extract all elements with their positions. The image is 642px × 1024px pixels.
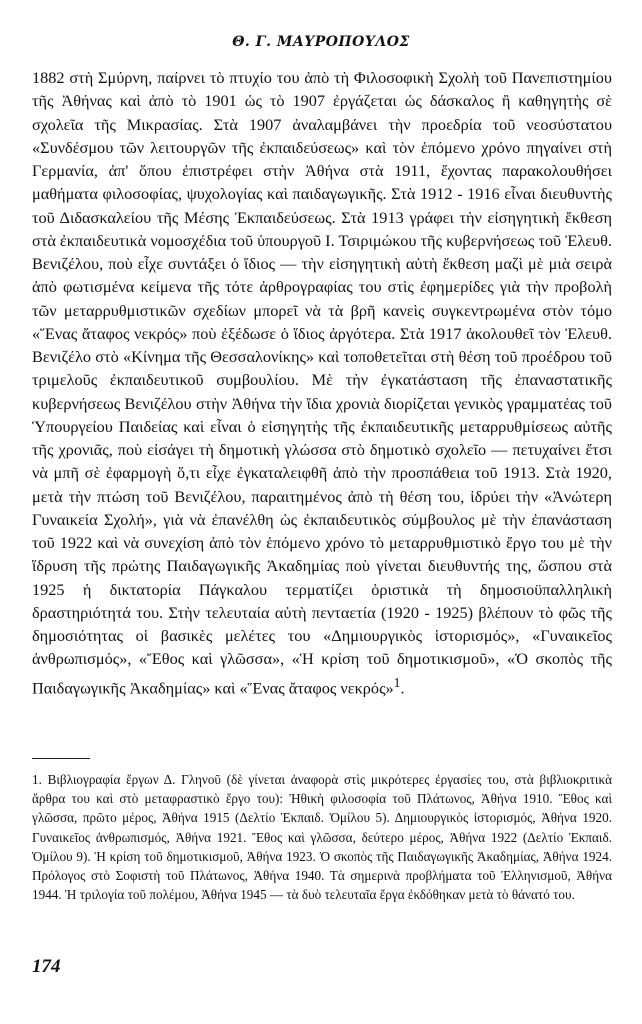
page-number: 174 bbox=[32, 956, 61, 977]
body-paragraph-text: 1882 στὴ Σμύρνη, παίρνει τὸ πτυχίο του ἀπὸ τὴ Φιλοσοφικὴ Σχολὴ τοῦ Πανεπιστημίου τῆς Ἀθήνας καὶ ἀπὸ τὸ 1901 ὡς τὸ 1907 ἐργάζεται ὡς δάσκαλος ἢ καθηγητὴς σὲ σχολεῖα τῆς Μικρασίας. Στὰ 1907 ἀναλαμβάνει τὴν προεδρία τοῦ νεοσύστατου «Συνδέσμου τῶν λειτουργῶν τῆς ἐκπαιδεύσεως» καὶ τὸν ἑπόμενο χρόνο πηγαίνει στὴ Γερμανία, ἀπ' ὅπου ἐπιστρέφει στὴν Ἀθήνα στὰ 1911, ἔχοντας παρακολουθήσει μαθήματα φιλοσοφίας, ψυχολογίας καὶ παιδαγωγικῆς. Στὰ 1912 - 1916 εἶναι διευθυντὴς τοῦ Διδασκαλείου τῆς Μέσης Ἐκπαιδεύσεως. Στὰ 1913 γράφει τὴν εἰσηγητικὴ ἔκθεση στὰ ἐκπαιδευτικὰ νομοσχέδια τοῦ ὑπουργοῦ Ι. Τσιριμώκου τῆς κυβερνήσεως τοῦ Ἐλευθ. Βενιζέλου, ποὺ εἶχε συντάξει ὁ ἴδιος — τὴν εἰσηγητικὴ αὐτὴ ἔκθεση μαζὶ μὲ μιὰ σειρὰ ἀπὸ φωτισμένα κείμενα τῆς τότε ἀρθρογραφίας του στὶς ἐφημερίδες γιὰ τὴν προβολὴ τῶν μεταρρυθμιστικῶν σχεδίων μπορεῖ νὰ τὰ βρῆ κανεὶς συγκεντρωμένα στὸν τόμο «Ἕνας ἄταφος νεκρός» ποὺ ἐξέδωσε ὁ ἴδιος ἀργότερα. Στὰ 1917 ἀκολουθεῖ τὸν Ἐλευθ. Βενιζέλο στὸ «Κίνημα τῆς Θεσσαλονίκης» καὶ τοποθετεῖται στὴ θέση τοῦ προέδρου τοῦ τριμελοῦς ἐκπαιδευτικοῦ συμβουλίου. Μὲ τὴν ἐγκατάσταση τῆς ἐπαναστατικῆς κυβερνήσεως Βενιζέλου στὴν Ἀθήνα τὴν ἴδια χρονιὰ διορίζεται γενικὸς γραμματέας τοῦ Ὑπουργείου Παιδείας καὶ εἶναι ὁ εἰσηγητὴς τῆς ἐκπαιδευτικῆς μεταρρυθμίσεως αὐτῆς τῆς χρονιᾶς, ποὺ εἰσάγει τὴ δημοτικὴ γλώσσα στὸ δημοτικὸ σχολεῖο — πετυχαίνει ἔτσι νὰ μπῆ σὲ ἐφαρμογὴ ὅ,τι εἶχε ἐγκαταλειφθῆ ἀπὸ τὴν προσπάθεια τοῦ 1913. Στὰ 1920, μετὰ τὴν πτώση τοῦ Βενιζέλου, παραιτημένος ἀπὸ τὴ θέση του, ἱδρύει τὴν «Ἀνώτερη Γυναικεία Σχολή», γιὰ νὰ ἐπανέλθη ὡς ἐκπαιδευτικὸς σύμβουλος μὲ τὴν ἐπανάσταση τοῦ 1922 καὶ νὰ συνεχίση ἀπὸ τὸν ἑπόμενο χρόνο τὸ μεταρρυθμιστικὸ ἔργο του μὲ τὴν ἵδρυση τῆς πρώτης Παιδαγωγικῆς Ἀκαδημίας ποὺ γίνεται διευθυντής της, ὥσπου στὰ 1925 ἡ δικτατορία Πάγκαλου τερματίζει ὁριστικὰ τὴ δημοσιοϋπαλληλικὴ δραστηριότητά του. Στὴν τελευταία αὐτὴ πενταετία (1920 - 1925) βλέπουν τὸ φῶς τῆς δημοσιότητας οἱ βασικὲς μελέτες του «Δημιουργικὸς ἱστορισμός», «Γυναικεῖος ἀνθρωπισμός», «Ἔθος καὶ γλῶσσα», «Ἡ κρίση τοῦ δημοτικισμοῦ», «Ὁ σκοπὸς τῆς Παιδαγωγικῆς Ἀκαδημίας» καὶ «Ἕνας ἄταφος νεκρός» bbox=[32, 68, 612, 697]
body-paragraph: 1882 στὴ Σμύρνη, παίρνει τὸ πτυχίο του ἀπὸ τὴ Φιλοσοφικὴ Σχολὴ τοῦ Πανεπιστημίου τῆς Ἀθήνας καὶ ἀπὸ τὸ 1901 ὡς τὸ 1907 ἐργάζεται ὡς δάσκαλος ἢ καθηγητὴς σὲ σχολεῖα τῆς Μικρασίας. Στὰ 1907 ἀναλαμβάνει τὴν προεδρία τοῦ νεοσύστατου «Συνδέσμου τῶν λειτουργῶν τῆς ἐκπαιδεύσεως» καὶ τὸν ἑπόμενο χρόνο πηγαίνει στὴ Γερμανία, ἀπ' ὅπου ἐπιστρέφει στὴν Ἀθήνα στὰ 1911, ἔχοντας παρακολουθήσει μαθήματα φιλοσοφίας, ψυχολογίας καὶ παιδαγωγικῆς. Στὰ 1912 - 1916 εἶναι διευθυντὴς τοῦ Διδασκαλείου τῆς Μέσης Ἐκπαιδεύσεως. Στὰ 1913 γράφει τὴν εἰσηγητικὴ ἔκθεση στὰ ἐκπαιδευτικὰ νομοσχέδια τοῦ ὑπουργοῦ Ι. Τσιριμώκου τῆς κυβερνήσεως τοῦ Ἐλευθ. Βενιζέλου, ποὺ εἶχε συντάξει ὁ ἴδιος — τὴν εἰσηγητικὴ αὐτὴ ἔκθεση μαζὶ μὲ μιὰ σειρὰ ἀπὸ φωτισμένα κείμενα τῆς τότε ἀρθρογραφίας του στὶς ἐφημερίδες γιὰ τὴν προβολὴ τῶν μεταρρυθμιστικῶν σχεδίων μπορεῖ νὰ τὰ βρῆ κανεὶς συγκεντρωμένα στὸν τόμο «Ἕνας ἄταφος νεκρός» ποὺ ἐξέδωσε ὁ ἴδιος ἀργότερα. Στὰ 1917 ἀκολουθεῖ τὸν Ἐλευθ. Βενιζέλο στὸ «Κίνημα τῆς Θεσσαλονίκης» καὶ τοποθετεῖται στὴ θέση τοῦ προέδρου τοῦ τριμελοῦς ἐκπαιδευτικοῦ συμβουλίου. Μὲ τὴν ἐγκατάσταση τῆς ἐπαναστατικῆς κυβερνήσεως Βενιζέλου στὴν Ἀθήνα τὴν ἴδια χρονιὰ διορίζεται γενικὸς γραμματέας τοῦ Ὑπουργείου Παιδείας καὶ εἶναι ὁ εἰσηγητὴς τῆς ἐκπαιδευτικῆς μεταρρυθμίσεως αὐτῆς τῆς χρονιᾶς, ποὺ εἰσάγει τὴ δημοτικὴ γλώσσα στὸ δημοτικὸ σχολεῖο — πετυχαίνει ἔτσι νὰ μπῆ σὲ ἐφαρμογὴ ὅ,τι εἶχε ἐγκαταλειφθῆ ἀπὸ τὴν προσπάθεια τοῦ 1913. Στὰ 1920, μετὰ τὴν πτώση τοῦ Βενιζέλου, παραιτημένος ἀπὸ τὴ θέση του, ἱδρύει τὴν «Ἀνώτερη Γυναικεία Σχολή», γιὰ νὰ ἐπανέλθη ὡς ἐκπαιδευτικὸς σύμβουλος μὲ τὴν ἐπανάσταση τοῦ 1922 καὶ νὰ συνεχίση ἀπὸ τὸν ἑπόμενο χρόνο τὸ μεταρρυθμιστικὸ ἔργο του μὲ τὴν ἵδρυση τῆς πρώτης Παιδαγωγικῆς Ἀκαδημίας ποὺ γίνεται διευθυντής της, ὥσπου στὰ 1925 ἡ δικτατορία Πάγκαλου τερματίζει ὁριστικὰ τὴ δημοσιοϋπαλληλικὴ δραστηριότητά του. Στὴν τελευταία αὐτὴ πενταετία (1920 - 1925) βλέπουν τὸ φῶς τῆς δημοσιότητας οἱ βασικὲς μελέτες του «Δημιουργικὸς ἱστορισμός», «Γυναικεῖος ἀνθρωπισμός», «Ἔθος καὶ γλῶσσα», «Ἡ κρίση τοῦ δημοτικισμοῦ», «Ὁ σκοπὸς τῆς Παιδαγωγικῆς Ἀκαδημίας» καὶ «Ἕνας ἄταφος νεκρός»$^1$. bbox=[32, 68, 612, 697]
footnote: 1. Βιβλιογραφία ἔργων Δ. Γληνοῦ (δὲ γίνεται ἀναφορὰ στὶς μικρότερες ἐργασίες του, στὰ βιβλιοκριτικὰ ἄρθρα του καὶ στὸ μεταφραστικὸ ἔργο του): Ἠθικὴ φιλοσοφία τοῦ Πλάτωνος, Ἀθήνα 1910. Ἔθος καὶ γλῶσσα, πρῶτο μέρος, Ἀθήνα 1915 (Δελτίο Ἐκπαιδ. Ὁμίλου 5). Δημιουργικὸς ἱστορισμός, Ἀθήνα 1920. Γυναικεῖος ἀνθρωπισμός, Ἀθήνα 1921. Ἔθος καὶ γλῶσσα, δεύτερο μέρος, Ἀθήνα 1922 (Δελτίο Ἐκπαιδ. Ὁμίλου 9). Ἡ κρίση τοῦ δημοτικισμοῦ, Ἀθήνα 1923. Ὁ σκοπὸς τῆς Παιδαγωγικῆς Ἀκαδημίας, Ἀθήνα 1924. Πρόλογος στὸ Σοφιστὴ τοῦ Πλάτωνος, Ἀθήνα 1940. Τὰ σημερινὰ προβλήματα τοῦ Ἑλληνισμοῦ, Ἀθήνα 1944. Ἡ τριλογία τοῦ πολέμου, Ἀθήνα 1945 — τὰ δυὸ τελευταῖα ἔργα ἐκδόθηκαν μετὰ τὸ θάνατό του. bbox=[32, 772, 612, 903]
running-head: Θ. Γ. ΜΑΥΡΟΠΟΥΛΟΣ bbox=[232, 34, 410, 50]
footnote-reference: 1 bbox=[393, 674, 401, 690]
footnote-divider bbox=[32, 758, 90, 759]
